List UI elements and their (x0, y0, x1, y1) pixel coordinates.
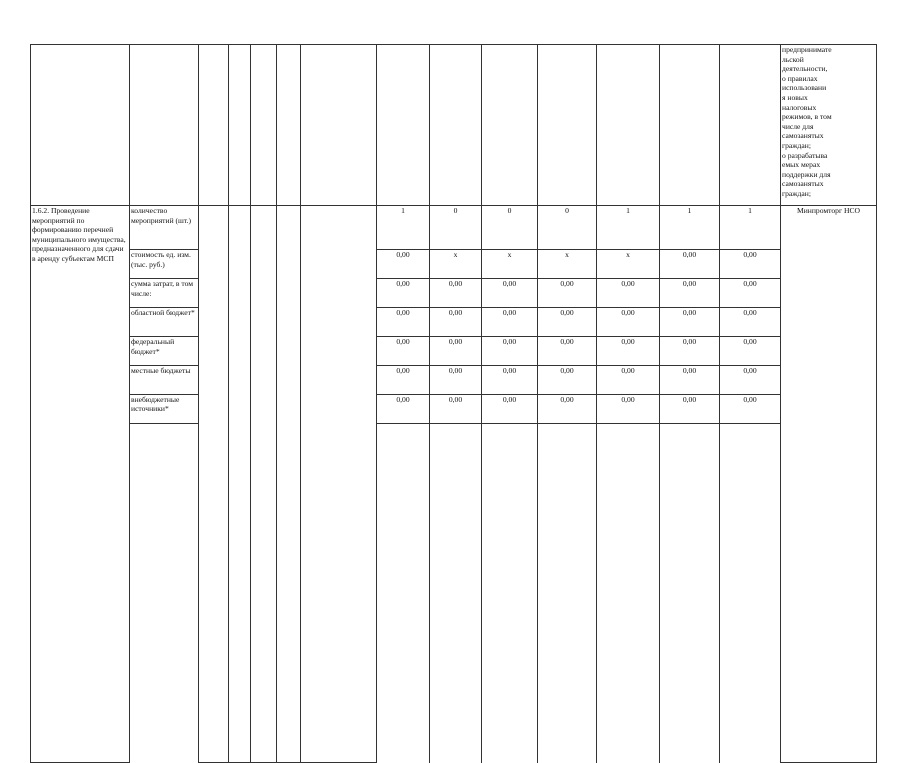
value-cell: 0 (538, 206, 597, 250)
value-cell: 0,00 (538, 394, 597, 423)
empty-cell (660, 423, 720, 763)
empty-cell (251, 45, 277, 206)
value-cell: 0,00 (430, 279, 482, 308)
continuation-row (31, 45, 877, 206)
value-cell: 0,00 (660, 394, 720, 423)
value-cell: 0,00 (538, 308, 597, 337)
filler-row (31, 423, 877, 763)
empty-cell (277, 45, 301, 206)
value-cell: 0,00 (430, 336, 482, 365)
value-cell: 0,00 (538, 336, 597, 365)
value-cell: 0,00 (597, 336, 660, 365)
indicator-label: количество мероприятий (шт.) (130, 206, 199, 250)
indicator-row (31, 394, 877, 423)
indicator-row (31, 365, 877, 394)
indicator-row (31, 336, 877, 365)
empty-cell (720, 45, 781, 206)
value-cell: 0,00 (720, 308, 781, 337)
value-cell: 1 (377, 206, 430, 250)
value-cell: 1 (720, 206, 781, 250)
empty-cell (301, 206, 377, 763)
value-cell: 0,00 (482, 394, 538, 423)
value-cell: 0,00 (377, 308, 430, 337)
indicator-label: стоимость ед. изм. (тыс. руб.) (130, 250, 199, 279)
value-cell: 0,00 (720, 250, 781, 279)
value-cell: 0,00 (660, 365, 720, 394)
indicator-label: внебюджетные источники* (130, 394, 199, 423)
empty-cell (597, 423, 660, 763)
value-cell: 0,00 (538, 365, 597, 394)
value-cell: 0,00 (597, 279, 660, 308)
value-cell: 0,00 (430, 308, 482, 337)
value-cell: 0,00 (377, 279, 430, 308)
empty-cell (430, 45, 482, 206)
empty-cell (199, 45, 229, 206)
value-cell: 0,00 (430, 394, 482, 423)
indicator-row (31, 279, 877, 308)
value-cell: x (538, 250, 597, 279)
value-cell: 0,00 (377, 336, 430, 365)
value-cell: 1 (660, 206, 720, 250)
value-cell: 0,00 (482, 365, 538, 394)
indicator-row (31, 206, 877, 250)
empty-cell (130, 45, 199, 206)
value-cell: 0,00 (482, 308, 538, 337)
value-cell: 0 (482, 206, 538, 250)
indicator-label: сумма затрат, в том числе: (130, 279, 199, 308)
empty-cell (482, 423, 538, 763)
measures-table (30, 44, 877, 763)
empty-cell (538, 423, 597, 763)
value-cell: 0,00 (720, 279, 781, 308)
empty-cell (482, 45, 538, 206)
indicator-label: областной бюджет* (130, 308, 199, 337)
value-cell: 0 (430, 206, 482, 250)
empty-cell (31, 45, 130, 206)
empty-cell (430, 423, 482, 763)
value-cell: 0,00 (660, 250, 720, 279)
value-cell: 0,00 (482, 336, 538, 365)
value-cell: 0,00 (720, 336, 781, 365)
empty-cell (597, 45, 660, 206)
empty-cell (377, 45, 430, 206)
value-cell: 0,00 (377, 365, 430, 394)
empty-cell (199, 206, 229, 763)
value-cell: 0,00 (660, 308, 720, 337)
empty-cell (301, 45, 377, 206)
indicator-row (31, 250, 877, 279)
empty-cell (377, 423, 430, 763)
empty-cell (251, 206, 277, 763)
indicator-row (31, 308, 877, 337)
value-cell: 0,00 (720, 365, 781, 394)
value-cell: 0,00 (597, 365, 660, 394)
value-cell: 0,00 (597, 394, 660, 423)
measure-title: 1.6.2. Проведение мероприятий по формированию перечней муниципального имущества, предназначенного для сдачи в аренду субъектам МСП (31, 206, 130, 763)
value-cell: 0,00 (377, 250, 430, 279)
empty-cell (229, 45, 251, 206)
value-cell: 0,00 (660, 336, 720, 365)
value-cell: x (597, 250, 660, 279)
empty-cell (130, 423, 199, 763)
value-cell: 0,00 (430, 365, 482, 394)
indicator-label: федеральный бюджет* (130, 336, 199, 365)
value-cell: 0,00 (482, 279, 538, 308)
empty-cell (660, 45, 720, 206)
empty-cell (277, 206, 301, 763)
empty-cell (538, 45, 597, 206)
empty-cell (720, 423, 781, 763)
value-cell: 0,00 (377, 394, 430, 423)
indicator-label: местные бюджеты (130, 365, 199, 394)
executor-cell: Минпромторг НСО (781, 206, 877, 763)
value-cell: 0,00 (660, 279, 720, 308)
empty-cell (229, 206, 251, 763)
value-cell: 0,00 (597, 308, 660, 337)
value-cell: 0,00 (720, 394, 781, 423)
continuation-note: предпринимате льской деятельности, о правилах использовани я новых налоговых режимов, в том числе для самозанятых граждан; о разрабатыва емых мерах поддержки для самозанятых граждан; (781, 45, 877, 206)
value-cell: 0,00 (538, 279, 597, 308)
value-cell: x (482, 250, 538, 279)
value-cell: x (430, 250, 482, 279)
value-cell: 1 (597, 206, 660, 250)
